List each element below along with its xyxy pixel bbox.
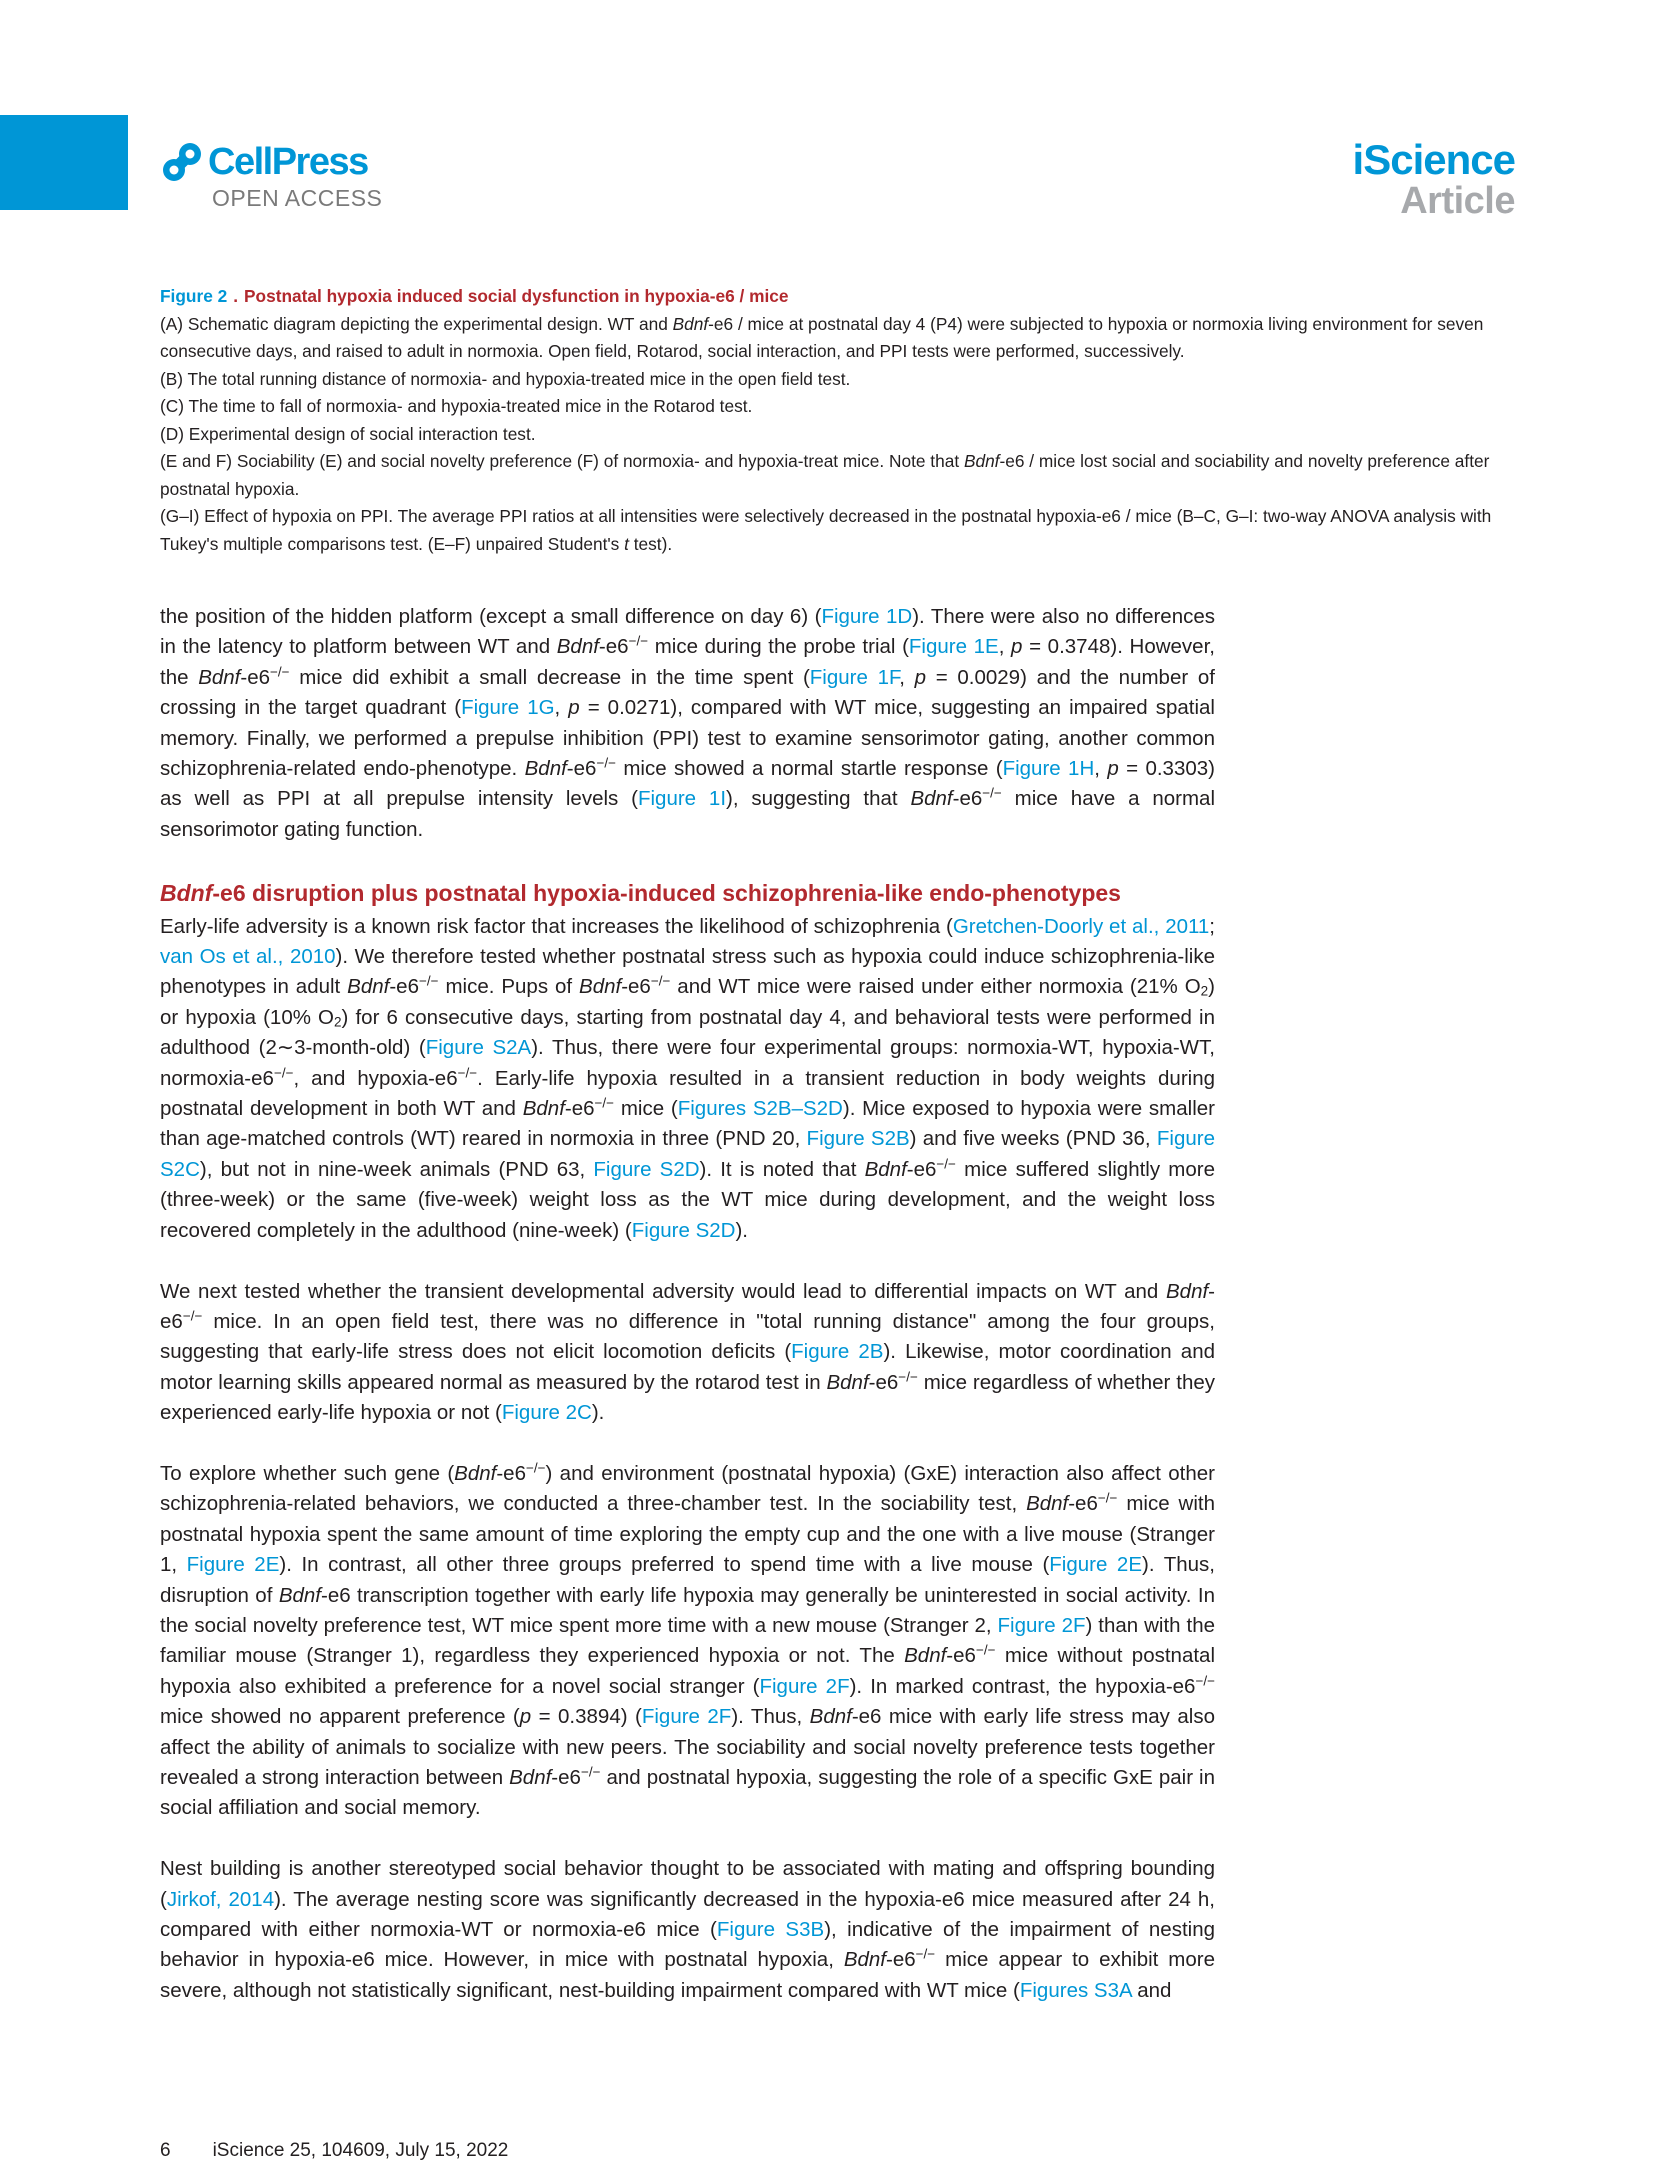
body-paragraph: Nest building is another stereotyped social behavior thought to be associated with mating and offspring bounding (Jirkof, 2014). The average nesting score was significantly decreased in the hypoxia-e6 mice measured after 24 h, compared with either normoxia-WT or normoxia-e6 mice (Figure S3B), indicative of the impairment of nesting behavior in hypoxia-e6 mice. However, in mice with postnatal hypoxia, Bdnf-e6−/− mice appear to exhibit more severe, although not statistically significant, nest-building impairment compared with WT mice (Figures S3A and: [160, 1857, 1215, 2002]
citation: iScience 25, 104609, July 15, 2022: [212, 2140, 509, 2161]
caption-para: (B) The total running distance of normoxia- and hypoxia-treated mice in the open field test.: [160, 368, 851, 389]
journal-name: iScience: [1352, 136, 1515, 183]
journal-header: [1353, 138, 1515, 222]
page-footer: [160, 2140, 508, 2162]
figure-label: Figure 2 .: [160, 286, 239, 306]
body-paragraph: the position of the hidden platform (except a small difference on day 6) (Figure 1D). There were also no differences in the latency to platform between WT and Bdnf-e6−/− mice during the probe trial (Figure 1E, p = 0.3748). However, the Bdnf-e6−/− mice did exhibit a small decrease in the time spent (Figure 1F, p = 0.0029) and the number of crossing in the target quadrant (Figure 1G, p = 0.0271), compared with WT mice, suggesting an impaired spatial memory. Finally, we performed a prepulse inhibition (PPI) test to examine sensorimotor gating, another common schizophrenia-related endo-phenotype. Bdnf-e6−/− mice showed a normal startle response (Figure 1H, p = 0.3303) as well as PPI at all prepulse intensity levels (Figure 1I), suggesting that Bdnf-e6−/− mice have a normal sensorimotor gating function.: [160, 605, 1215, 841]
figure-title: Postnatal hypoxia induced social dysfunction in hypoxia-e6 / mice: [244, 286, 789, 306]
figure-caption: [160, 283, 1515, 558]
caption-para: (D) Experimental design of social interaction test.: [160, 423, 536, 444]
body-paragraph: We next tested whether the transient developmental adversity would lead to differential impacts on WT and Bdnf-e6−/− mice. In an open field test, there was no difference in "total running distance" among the four groups, suggesting that early-life stress does not elicit locomotion deficits (Figure 2B). Likewise, motor coordination and motor learning skills appeared normal as measured by the rotarod test in Bdnf-e6−/− mice regardless of whether they experienced early-life hypoxia or not (Figure 2C).: [160, 1279, 1215, 1425]
page-number: 6: [160, 2140, 171, 2161]
figure-caption-title: [160, 283, 1515, 311]
caption-para: (G–I) Effect of hypoxia on PPI. The average PPI ratios at all intensities were selectively decreased in the postnatal hypoxia-e6 / mice (B–C, G–I: two-way ANOVA analysis with Tukey's multiple comparisons test. (E–F) unpaired Student's t test).: [160, 506, 1492, 554]
section-heading: Bdnf-e6 disruption plus postnatal hypoxia-induced schizophrenia-like endo-phenotypes: [160, 879, 1121, 906]
header-color-tab: [0, 115, 128, 210]
logo-open-access: OPEN ACCESS: [212, 185, 383, 211]
body-paragraph: To explore whether such gene (Bdnf-e6−/−) and environment (postnatal hypoxia) (GxE) interaction also affect other schizophrenia-related behaviors, we conducted a three-chamber test. In the sociability test, Bdnf-e6−/− mice with postnatal hypoxia spent the same amount of time exploring the empty cup and the one with a live mouse (Stranger 1, Figure 2E). In contrast, all other three groups preferred to spend time with a live mouse (Figure 2E). Thus, disruption of Bdnf-e6 transcription together with early life hypoxia may generally be uninterested in social activity. In the social novelty preference test, WT mice spent more time with a new mouse (Stranger 2, Figure 2F) than with the familiar mouse (Stranger 1), regardless they experienced hypoxia or not. The Bdnf-e6−/− mice without postnatal hypoxia also exhibited a preference for a novel social stranger (Figure 2F). In marked contrast, the hypoxia-e6−/− mice showed no apparent preference (p = 0.3894) (Figure 2F). Thus, Bdnf-e6 mice with early life stress may also affect the ability of animals to socialize with new peers. The sociability and social novelty preference tests together revealed a strong interaction between Bdnf-e6−/− and postnatal hypoxia, suggesting the role of a specific GxE pair in social affiliation and social memory.: [160, 1460, 1216, 1820]
cellpress-logo[interactable]: [160, 140, 382, 212]
article-type: Article: [1400, 180, 1515, 223]
caption-para: (C) The time to fall of normoxia- and hypoxia-treated mice in the Rotarod test.: [160, 396, 753, 416]
body-paragraph: Early-life adversity is a known risk factor that increases the likelihood of schizophrenia (Gretchen-Doorly et al., 2011; van Os et al., 2010). We therefore tested whether postnatal stress such as hypoxia could induce schizophrenia-like phenotypes in adult Bdnf-e6−/− mice. Pups of Bdnf-e6−/− and WT mice were raised under either normoxia (21% $O_2$) or hypoxia (10% $O_2$) for 6 consecutive days, starting from postnatal day 4, and behavioral tests were performed in adulthood (2∼3-month-old) (Figure S2A). Thus, there were four experimental groups: normoxia-WT, hypoxia-WT, normoxia-e6−/−, and hypoxia-e6−/−. Early-life hypoxia resulted in a transient reduction in body weights during postnatal development in both WT and Bdnf-e6−/− mice (Figures S2B–S2D). Mice exposed to hypoxia were smaller than age-matched controls (WT) reared in normoxia in three (PND 20, Figure S2B) and five weeks (PND 36, Figure S2C), but not in nine-week animals (PND 63, Figure S2D). It is noted that Bdnf-e6−/− mice suffered slightly more (three-week) or the same (five-week) weight loss as the WT mice during development, and the weight loss recovered completely in the adulthood (nine-week) (Figure S2D).: [160, 914, 1216, 1242]
logo-name: CellPress: [208, 141, 368, 183]
article-body: [160, 602, 1215, 2037]
cellpress-logo-icon: [160, 140, 204, 184]
caption-para: (A) Schematic diagram depicting the experimental design. WT and Bdnf-e6 / mice at postnatal day 4 (P4) were subjected to hypoxia or normoxia living environment for seven consecutive days, and raised to adult in normoxia. Open field, Rotarod, social interaction, and PPI tests were performed, successively.: [160, 313, 1484, 361]
caption-para: (E and F) Sociability (E) and social novelty preference (F) of normoxia- and hypoxia-treat mice. Note that Bdnf-e6 / mice lost social and sociability and novelty preference after postnatal hypoxia.: [160, 451, 1490, 499]
